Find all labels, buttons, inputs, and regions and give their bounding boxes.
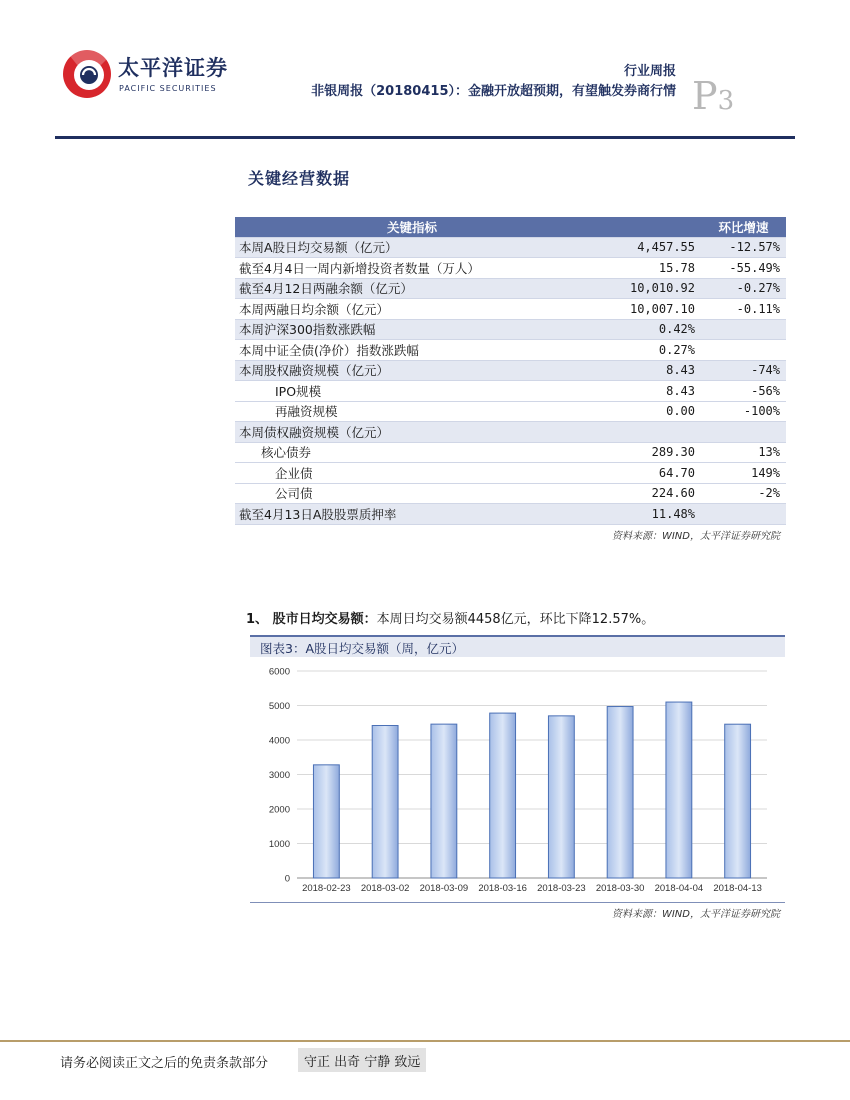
- metric-name: 再融资规模: [235, 401, 589, 422]
- metric-change: -55.49%: [701, 258, 786, 279]
- x-tick-label: 2018-03-09: [419, 883, 469, 894]
- metric-value: 224.60: [589, 483, 701, 504]
- table-row: [235, 258, 786, 279]
- key-metrics-table: [235, 217, 786, 525]
- table-row: [235, 463, 786, 484]
- table-row: [235, 442, 786, 463]
- x-tick-label: 2018-03-16: [478, 883, 527, 894]
- metric-name: 本周两融日均余额（亿元）: [235, 299, 589, 320]
- metric-value: 10,010.92: [589, 278, 701, 299]
- bar: [548, 716, 574, 878]
- metric-change: 149%: [701, 463, 786, 484]
- metric-change: -0.27%: [701, 278, 786, 299]
- metric-value: 289.30: [589, 442, 701, 463]
- bar: [607, 707, 633, 878]
- metric-value: 64.70: [589, 463, 701, 484]
- table-row: [235, 483, 786, 504]
- x-tick-label: 2018-04-13: [713, 883, 762, 894]
- metric-value: 11.48%: [589, 504, 701, 525]
- y-tick-label: 5000: [268, 701, 290, 712]
- metric-change: [701, 340, 786, 361]
- table-header-change: 环比增速: [701, 217, 786, 237]
- y-tick-label: 6000: [268, 666, 290, 678]
- metric-value: 0.27%: [589, 340, 701, 361]
- table-header-indicator: 关键指标: [235, 217, 589, 237]
- paragraph-text: 本周日均交易额4458亿元，环比下降12.57%。: [376, 612, 655, 627]
- bar: [372, 726, 398, 878]
- metric-name: 核心债券: [235, 442, 589, 463]
- figure-bottom-rule: [250, 902, 785, 903]
- report-title: 非银周报（20180415）：金融开放超预期，有望触发券商行情: [311, 84, 676, 99]
- x-tick-label: 2018-04-04: [654, 883, 704, 894]
- metric-name: 本周股权融资规模（亿元）: [235, 360, 589, 381]
- table-row: [235, 319, 786, 340]
- metric-change: -56%: [701, 381, 786, 402]
- bar: [725, 724, 751, 878]
- y-tick-label: 3000: [268, 770, 290, 781]
- table-row: [235, 504, 786, 525]
- y-tick-label: 4000: [268, 735, 290, 747]
- metric-value: 8.43: [589, 360, 701, 381]
- metric-change: -12.57%: [701, 237, 786, 258]
- table-row: [235, 340, 786, 361]
- metric-change: [701, 504, 786, 525]
- metric-change: [701, 422, 786, 443]
- metric-value: 15.78: [589, 258, 701, 279]
- metric-change: -0.11%: [701, 299, 786, 320]
- metric-name: 截至4月12日两融余额（亿元）: [235, 278, 589, 299]
- metric-change: -100%: [701, 401, 786, 422]
- header-divider: [55, 136, 795, 139]
- pacific-securities-logo-icon: [58, 44, 116, 102]
- table-row: [235, 401, 786, 422]
- metric-name: 本周债权融资规模（亿元）: [235, 422, 589, 443]
- table-row: [235, 381, 786, 402]
- company-logo: [58, 44, 228, 108]
- table-row: [235, 299, 786, 320]
- x-tick-label: 2018-03-30: [595, 883, 645, 894]
- metric-value: 4,457.55: [589, 237, 701, 258]
- logo-english-name: PACIFIC SECURITIES: [119, 84, 217, 93]
- x-tick-label: 2018-03-23: [537, 883, 586, 894]
- section-title: 关键经营数据: [248, 169, 351, 188]
- metric-name: 企业债: [235, 463, 589, 484]
- table-header-row: [235, 217, 786, 237]
- footer-divider: [0, 1040, 850, 1042]
- y-tick-label: 2000: [268, 804, 290, 816]
- daily-trading-volume-chart: [250, 657, 785, 901]
- trading-volume-paragraph: [246, 608, 654, 627]
- metric-value: 0.00: [589, 401, 701, 422]
- footer-disclaimer: 请务必阅读正文之后的免责条款部分: [60, 1056, 269, 1071]
- table-row: [235, 360, 786, 381]
- footer-motto: 守正 出奇 宁静 致远: [298, 1048, 426, 1072]
- bar: [313, 765, 339, 878]
- metric-name: 截至4月13日A股股票质押率: [235, 504, 589, 525]
- metric-name: 本周中证全债(净价）指数涨跌幅: [235, 340, 589, 361]
- x-tick-label: 2018-03-02: [360, 883, 410, 894]
- page-number: 3: [717, 86, 735, 116]
- metric-name: IPO规模: [235, 381, 589, 402]
- metric-name: 本周A股日均交易额（亿元）: [235, 237, 589, 258]
- logo-chinese-name: 太平洋证券: [118, 56, 228, 80]
- figure-source-note: 资料来源：WIND，太平洋证券研究院: [611, 909, 780, 920]
- metric-value: 8.43: [589, 381, 701, 402]
- paragraph-lead: 1、 股市日均交易额：: [246, 612, 377, 627]
- metric-value: [589, 422, 701, 443]
- page-letter: P: [692, 74, 718, 118]
- y-tick-label: 1000: [268, 839, 290, 850]
- table-row: [235, 237, 786, 258]
- page-number-mark: [692, 74, 734, 118]
- y-tick-label: 0: [284, 873, 290, 885]
- table-header-value: [589, 217, 701, 237]
- metric-change: [701, 319, 786, 340]
- metric-change: 13%: [701, 442, 786, 463]
- metric-name: 本周沪深300指数涨跌幅: [235, 319, 589, 340]
- figure-caption: 图表3：A股日均交易额（周，亿元）: [250, 637, 785, 657]
- table-row: [235, 422, 786, 443]
- metric-name: 公司债: [235, 483, 589, 504]
- metric-value: 10,007.10: [589, 299, 701, 320]
- bar: [666, 702, 692, 878]
- metric-change: -74%: [701, 360, 786, 381]
- x-tick-label: 2018-02-23: [302, 883, 351, 894]
- bar: [431, 724, 457, 878]
- table-source-note: 资料来源：WIND，太平洋证券研究院: [611, 531, 780, 542]
- report-type: 行业周报: [623, 64, 676, 79]
- bar: [490, 713, 516, 878]
- metric-change: -2%: [701, 483, 786, 504]
- table-row: [235, 278, 786, 299]
- metric-value: 0.42%: [589, 319, 701, 340]
- metric-name: 截至4月4日一周内新增投资者数量（万人）: [235, 258, 589, 279]
